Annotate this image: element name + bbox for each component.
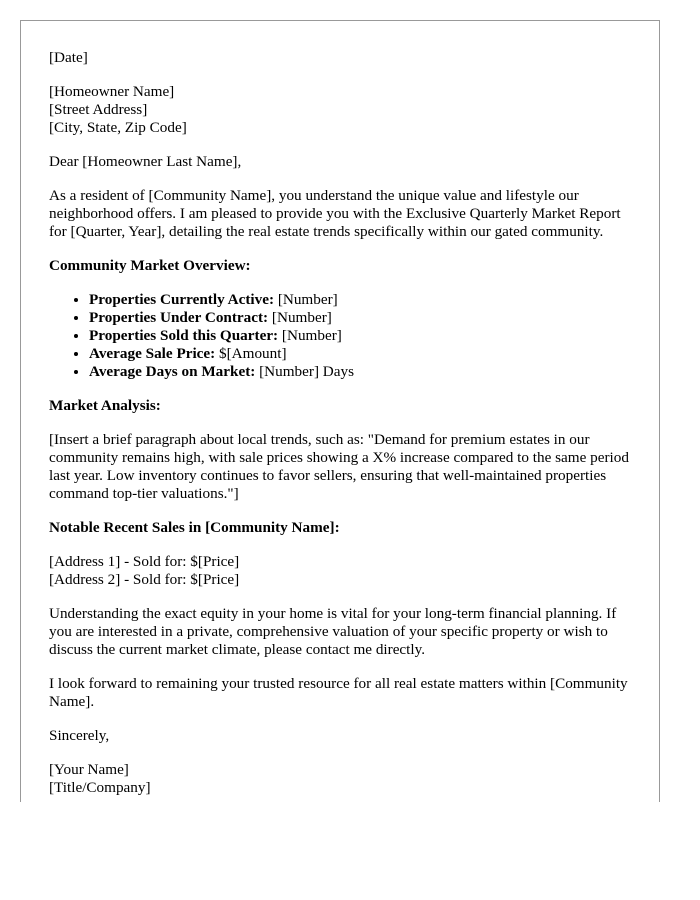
recipient-name: [Homeowner Name]	[49, 83, 175, 100]
overview-item-label: Properties Currently Active:	[89, 291, 275, 308]
sales-list	[49, 553, 631, 589]
letter-date: [Date]	[49, 49, 88, 66]
overview-item-value: [Number]	[268, 309, 332, 326]
sale-line: [Address 1] - Sold for: $[Price]	[49, 553, 240, 570]
analysis-paragraph: [Insert a brief paragraph about local trends, such as: "Demand for premium estates in our community remains high, with sale prices showing a X% increase compared to the same period last year. Low inventory continues to favor sellers, ensuring that well-maintained properties command top-tier valuations."]	[49, 431, 629, 502]
salutation: Dear [Homeowner Last Name],	[49, 153, 242, 170]
overview-list	[49, 291, 631, 381]
overview-item	[89, 309, 631, 327]
overview-item-value: [Number] Days	[255, 363, 355, 380]
equity-paragraph: Understanding the exact equity in your home is vital for your long-term financial planning. If you are interested in a private, comprehensive valuation of your specific property or wish to discuss the current market climate, please contact me directly.	[49, 605, 617, 658]
sale-line: [Address 2] - Sold for: $[Price]	[49, 571, 240, 588]
overview-item-value: [Number]	[274, 291, 338, 308]
overview-item-value: $[Amount]	[215, 345, 287, 362]
overview-item-label: Average Sale Price:	[89, 345, 216, 362]
overview-item	[89, 327, 631, 345]
overview-item	[89, 363, 631, 381]
closing-paragraph: I look forward to remaining your trusted resource for all real estate matters within [Community Name].	[49, 675, 628, 710]
sender-block	[49, 761, 631, 797]
recipient-address	[49, 83, 631, 137]
overview-item-label: Properties Under Contract:	[89, 309, 269, 326]
letter-content	[21, 21, 659, 797]
overview-item-value: [Number]	[278, 327, 342, 344]
sales-heading: Notable Recent Sales in [Community Name]:	[49, 519, 340, 536]
recipient-street: [Street Address]	[49, 101, 148, 118]
overview-item-label: Properties Sold this Quarter:	[89, 327, 279, 344]
analysis-heading: Market Analysis:	[49, 397, 161, 414]
overview-item	[89, 345, 631, 363]
overview-item	[89, 291, 631, 309]
recipient-city: [City, State, Zip Code]	[49, 119, 187, 136]
overview-heading: Community Market Overview:	[49, 257, 251, 274]
sender-name: [Your Name]	[49, 761, 129, 778]
intro-paragraph: As a resident of [Community Name], you understand the unique value and lifestyle our neighborhood offers. I am pleased to provide you with the Exclusive Quarterly Market Report for [Quarter, Year], detailing the real estate trends specifically within our gated community.	[49, 187, 621, 240]
signoff: Sincerely,	[49, 727, 110, 744]
letter-page	[20, 20, 660, 802]
overview-item-label: Average Days on Market:	[89, 363, 256, 380]
sender-title: [Title/Company]	[49, 779, 151, 796]
